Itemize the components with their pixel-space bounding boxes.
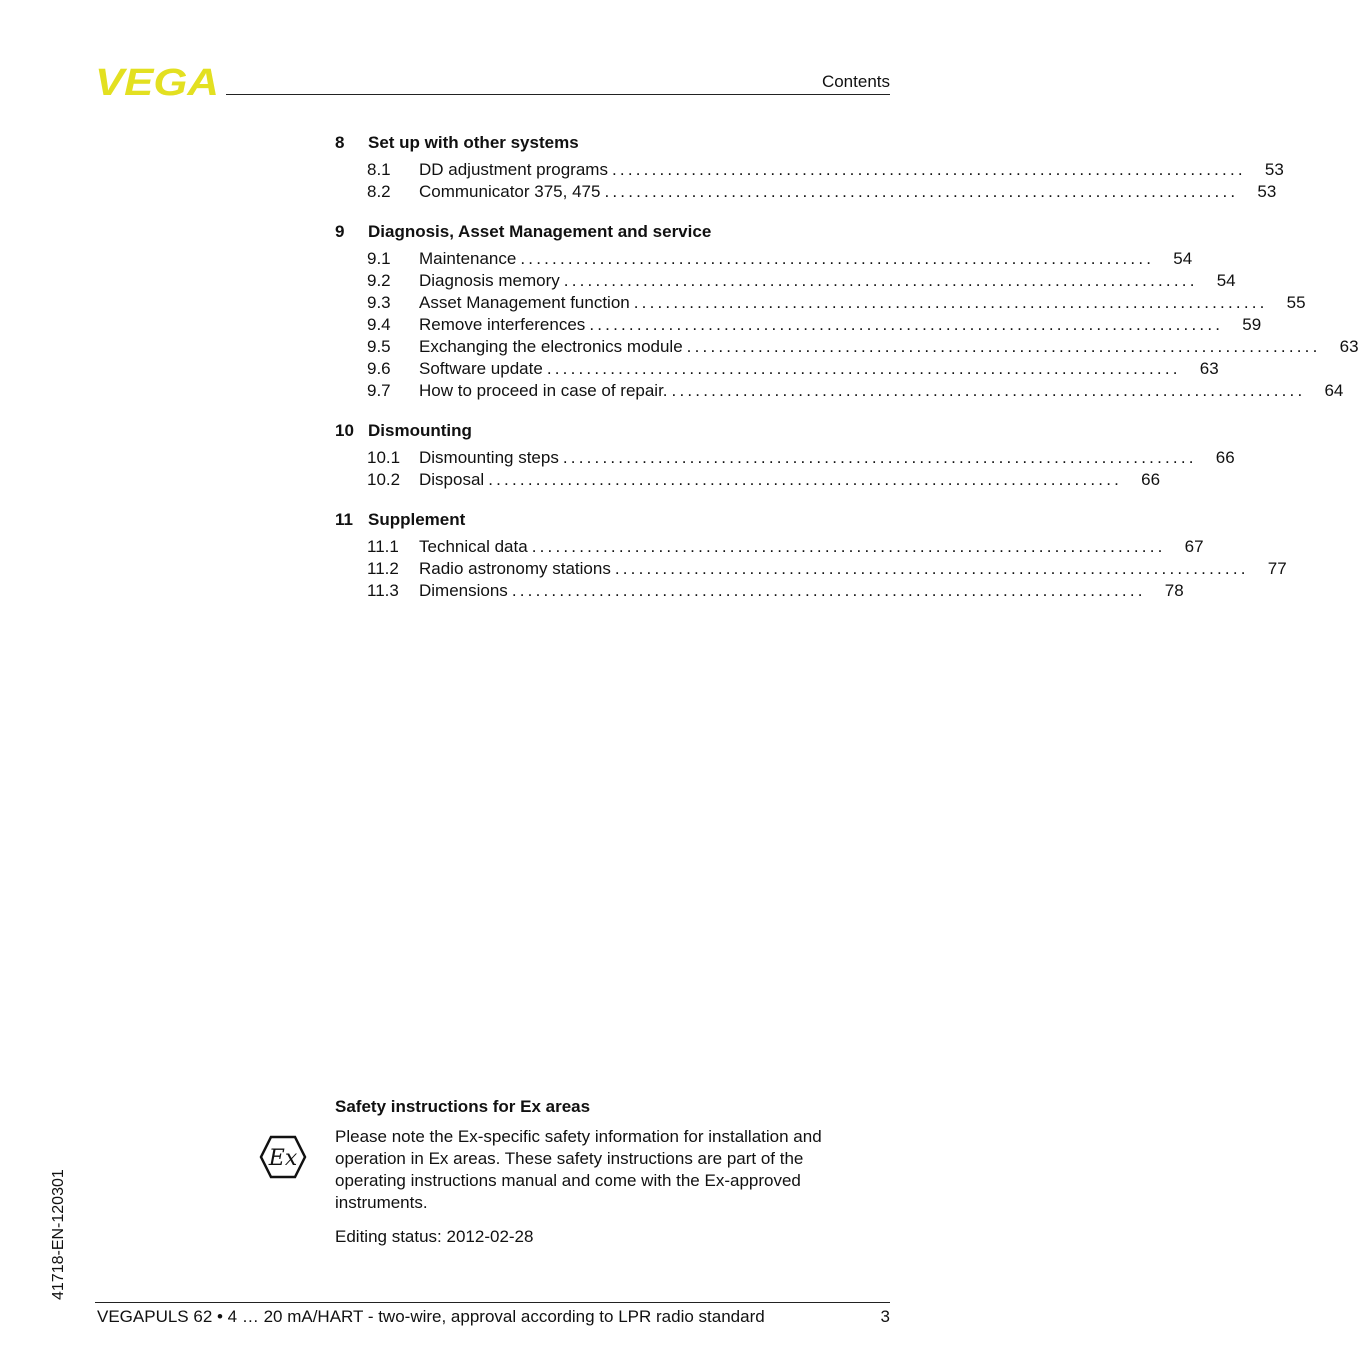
entry-title: Dimensions — [419, 581, 508, 600]
dot-leader: ................................................................................ — [520, 249, 1155, 268]
ex-symbol-text: Ex — [268, 1146, 298, 1171]
entry-title: Disposal — [419, 470, 485, 489]
toc-section-heading[interactable] — [335, 419, 890, 443]
footer-rule — [95, 1302, 890, 1303]
table-of-contents — [335, 131, 1359, 619]
dot-leader: ................................................................................ — [531, 537, 1166, 556]
entry-page: 53 — [1257, 182, 1277, 201]
dot-leader: ................................................................................ — [604, 182, 1239, 201]
toc-entry[interactable] — [335, 248, 1193, 270]
entry-title: DD adjustment programs — [419, 160, 608, 179]
entry-title: Remove interferences — [419, 315, 586, 334]
vega-logo — [95, 62, 221, 104]
toc-entry[interactable] — [335, 469, 1161, 491]
page-number: 3 — [880, 1307, 890, 1326]
section-number: 11 — [335, 510, 353, 529]
document-code: 41718-EN-120301 — [50, 1169, 67, 1300]
entry-number: 9.6 — [367, 359, 391, 378]
entry-page: 53 — [1264, 160, 1284, 179]
ex-symbol-icon — [259, 1135, 307, 1179]
entry-number: 9.5 — [367, 337, 391, 356]
entry-number: 11.3 — [367, 581, 399, 600]
entry-title: Radio astronomy stations — [419, 559, 611, 578]
toc-section — [335, 131, 1284, 203]
entry-page: 66 — [1215, 448, 1235, 467]
entry-page: 78 — [1164, 581, 1184, 600]
dot-leader: ................................................................................ — [563, 271, 1198, 290]
footer-text: VEGAPULS 62 • 4 … 20 mA/HART - two-wire, approval according to LPR radio standard — [97, 1307, 765, 1326]
safety-title: Safety instructions for Ex areas — [335, 1097, 591, 1116]
section-title: Diagnosis, Asset Management and service — [368, 222, 712, 241]
entry-number: 9.3 — [367, 293, 391, 312]
section-number: 9 — [335, 222, 345, 241]
toc-entry[interactable] — [335, 358, 1219, 380]
toc-section — [335, 419, 1235, 491]
entry-title: Maintenance — [419, 249, 517, 268]
entry-title: Technical data — [419, 537, 528, 556]
entry-number: 11.2 — [367, 559, 399, 578]
entry-title: Exchanging the electronics module — [419, 337, 683, 356]
entry-title: Software update — [419, 359, 543, 378]
dot-leader: ................................................................................ — [671, 381, 1306, 400]
toc-entry[interactable] — [335, 181, 1277, 203]
dot-leader: ................................................................................ — [611, 160, 1246, 179]
entry-page: 67 — [1184, 537, 1204, 556]
toc-entry[interactable] — [335, 336, 1359, 358]
toc-entry[interactable] — [335, 558, 1287, 580]
toc-section-heading[interactable] — [335, 508, 890, 532]
entry-title: How to proceed in case of repair. — [419, 381, 668, 400]
toc-entry[interactable] — [335, 314, 1262, 336]
toc-entry[interactable] — [335, 270, 1236, 292]
entry-number: 10.2 — [367, 470, 401, 489]
toc-section-heading[interactable] — [335, 220, 890, 244]
dot-leader: ................................................................................ — [589, 315, 1224, 334]
entry-number: 9.1 — [367, 249, 391, 268]
entry-page: 54 — [1216, 271, 1236, 290]
entry-title: Diagnosis memory — [419, 271, 560, 290]
entry-number: 9.2 — [367, 271, 391, 290]
dot-leader: ................................................................................ — [633, 293, 1268, 312]
entry-page: 54 — [1173, 249, 1193, 268]
entry-page: 77 — [1267, 559, 1287, 578]
dot-leader: ................................................................................ — [511, 581, 1146, 600]
dot-leader: ................................................................................ — [546, 359, 1181, 378]
toc-entry[interactable] — [335, 580, 1184, 602]
entry-page: 63 — [1199, 359, 1219, 378]
section-title: Supplement — [368, 510, 466, 529]
safety-body: Please note the Ex-specific safety information for installation and operation in Ex areas. These safety instructions are part of the operating instructions manual and come with the Ex-approved instruments. — [335, 1127, 822, 1212]
entry-page: 63 — [1339, 337, 1359, 356]
entry-page: 64 — [1324, 381, 1344, 400]
entry-number: 9.7 — [367, 381, 391, 400]
toc-entry[interactable] — [335, 380, 1344, 402]
page-header-title: Contents — [821, 72, 890, 91]
entry-title: Asset Management function — [419, 293, 630, 312]
header-rule — [226, 94, 890, 95]
entry-number: 8.2 — [367, 182, 391, 201]
toc-entry[interactable] — [335, 536, 1204, 558]
dot-leader: ................................................................................ — [686, 337, 1321, 356]
section-title: Set up with other systems — [368, 133, 579, 152]
entry-page: 59 — [1242, 315, 1262, 334]
safety-instructions — [335, 1095, 875, 1248]
editing-status: Editing status: 2012-02-28 — [335, 1227, 534, 1246]
entry-title: Communicator 375, 475 — [419, 182, 601, 201]
entry-number: 9.4 — [367, 315, 391, 334]
toc-entry[interactable] — [335, 159, 1284, 181]
toc-entry[interactable] — [335, 292, 1306, 314]
entry-number: 11.1 — [367, 537, 399, 556]
entry-page: 66 — [1141, 470, 1161, 489]
toc-section — [335, 220, 1359, 402]
section-number: 10 — [335, 421, 354, 440]
toc-section — [335, 508, 1287, 602]
entry-title: Dismounting steps — [419, 448, 559, 467]
dot-leader: ................................................................................ — [614, 559, 1249, 578]
toc-entry[interactable] — [335, 447, 1235, 469]
entry-number: 8.1 — [367, 160, 391, 179]
toc-section-heading[interactable] — [335, 131, 890, 155]
entry-number: 10.1 — [367, 448, 401, 467]
section-title: Dismounting — [368, 421, 472, 440]
dot-leader: ................................................................................ — [488, 470, 1123, 489]
dot-leader: ................................................................................ — [562, 448, 1197, 467]
entry-page: 55 — [1286, 293, 1306, 312]
logo-text: VEGA — [95, 62, 219, 104]
section-number: 8 — [335, 133, 345, 152]
